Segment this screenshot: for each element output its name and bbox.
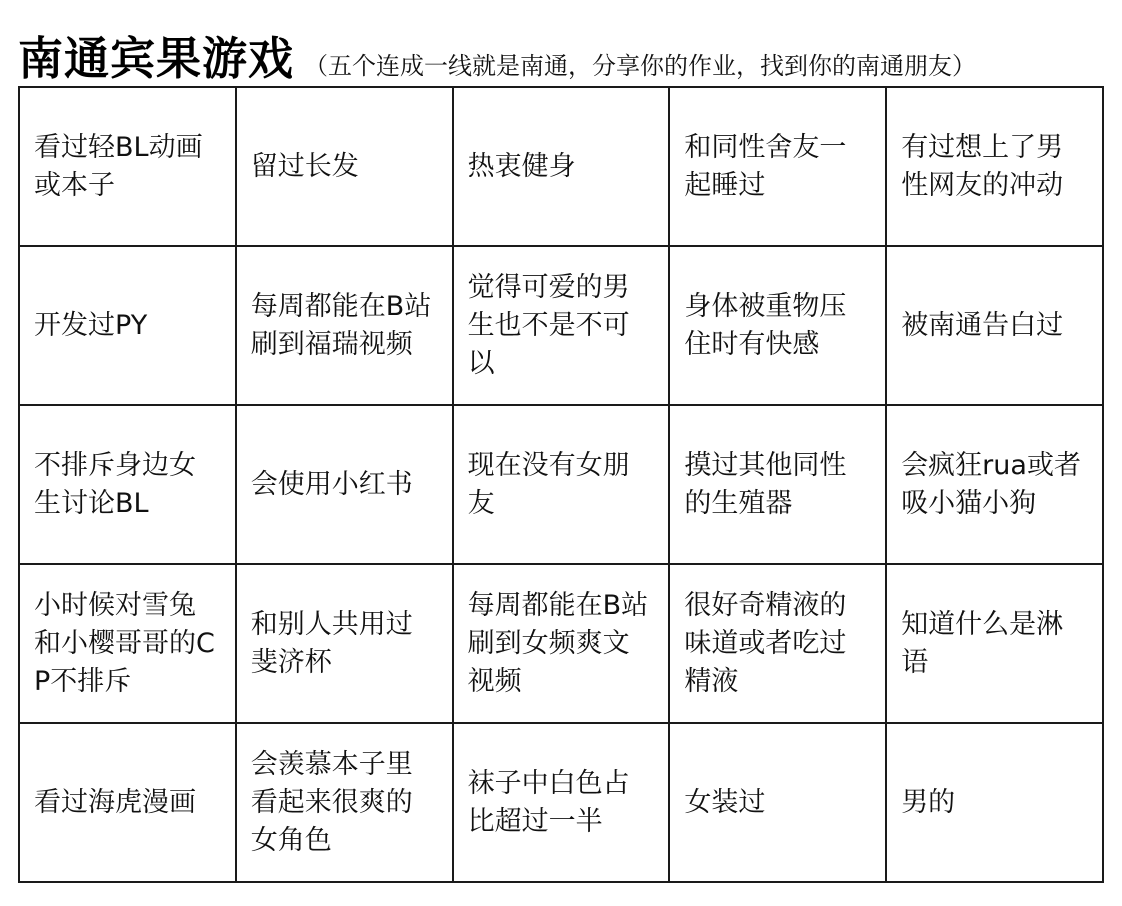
bingo-cell-text: 会使用小红书 [250,468,413,500]
bingo-cell [236,564,453,723]
bingo-cell-text: 留过长发 [250,150,359,182]
bingo-cell [886,405,1103,564]
grid-row-5 [19,723,1103,882]
bingo-cell [669,87,886,246]
bingo-cell-text: 不排斥身边女生讨论BL [34,449,196,519]
bingo-cell [19,564,236,723]
bingo-cell-text: 知道什么是淋语 [901,608,1064,678]
bingo-cell [453,564,670,723]
page-title: 南通宾果游戏 [18,32,295,85]
bingo-cell-text: 和同性舍友一起睡过 [684,131,847,201]
bingo-cell [669,405,886,564]
grid-row-1 [19,87,1103,246]
bingo-cell-text: 会羡慕本子里看起来很爽的女角色 [250,748,413,856]
bingo-cell [886,246,1103,405]
bingo-cell-text: 现在没有女朋友 [467,449,630,519]
bingo-cell-text: 每周都能在B站刷到女频爽文视频 [467,589,649,697]
bingo-cell-text: 开发过PY [34,309,148,341]
bingo-cell [669,246,886,405]
bingo-cell-text: 看过轻BL动画或本子 [34,131,203,201]
grid-row-3 [19,405,1103,564]
bingo-cell-text: 觉得可爱的男生也不是不可以 [467,271,630,379]
bingo-cell-text: 和别人共用过斐济杯 [250,608,413,678]
bingo-cell [19,405,236,564]
bingo-cell [453,405,670,564]
bingo-cell [236,246,453,405]
grid-row-2 [19,246,1103,405]
bingo-cell-text: 很好奇精液的味道或者吃过精液 [684,589,847,697]
bingo-cell-text: 被南通告白过 [901,309,1064,341]
bingo-grid [18,86,1104,883]
bingo-cell [236,405,453,564]
bingo-cell-text: 身体被重物压住时有快感 [684,290,847,360]
bingo-cell [453,723,670,882]
bingo-cell-text: 会疯狂rua或者吸小猫小狗 [901,449,1081,519]
page-subtitle: （五个连成一线就是南通，分享你的作业，找到你的南通朋友） [304,52,977,80]
bingo-cell-text: 有过想上了男性网友的冲动 [901,131,1064,201]
bingo-cell [886,564,1103,723]
bingo-cell-text: 男的 [901,786,956,818]
bingo-cell-text: 袜子中白色占比超过一半 [467,767,630,837]
bingo-cell-text: 看过海虎漫画 [34,786,196,818]
bingo-cell-text: 热衷健身 [467,150,576,182]
bingo-cell-text: 每周都能在B站刷到福瑞视频 [250,290,432,360]
grid-row-4 [19,564,1103,723]
bingo-cell [19,246,236,405]
bingo-cell [669,723,886,882]
bingo-cell [19,87,236,246]
bingo-cell [236,723,453,882]
bingo-cell [886,723,1103,882]
bingo-cell-text: 小时候对雪兔和小樱哥哥的CP不排斥 [34,589,215,697]
bingo-cell [453,246,670,405]
bingo-cell [453,87,670,246]
bingo-cell [19,723,236,882]
bingo-cell [886,87,1103,246]
bingo-cell-text: 摸过其他同性的生殖器 [684,449,847,519]
bingo-cell-text: 女装过 [684,786,766,818]
header [18,22,977,85]
bingo-cell [236,87,453,246]
bingo-cell [669,564,886,723]
